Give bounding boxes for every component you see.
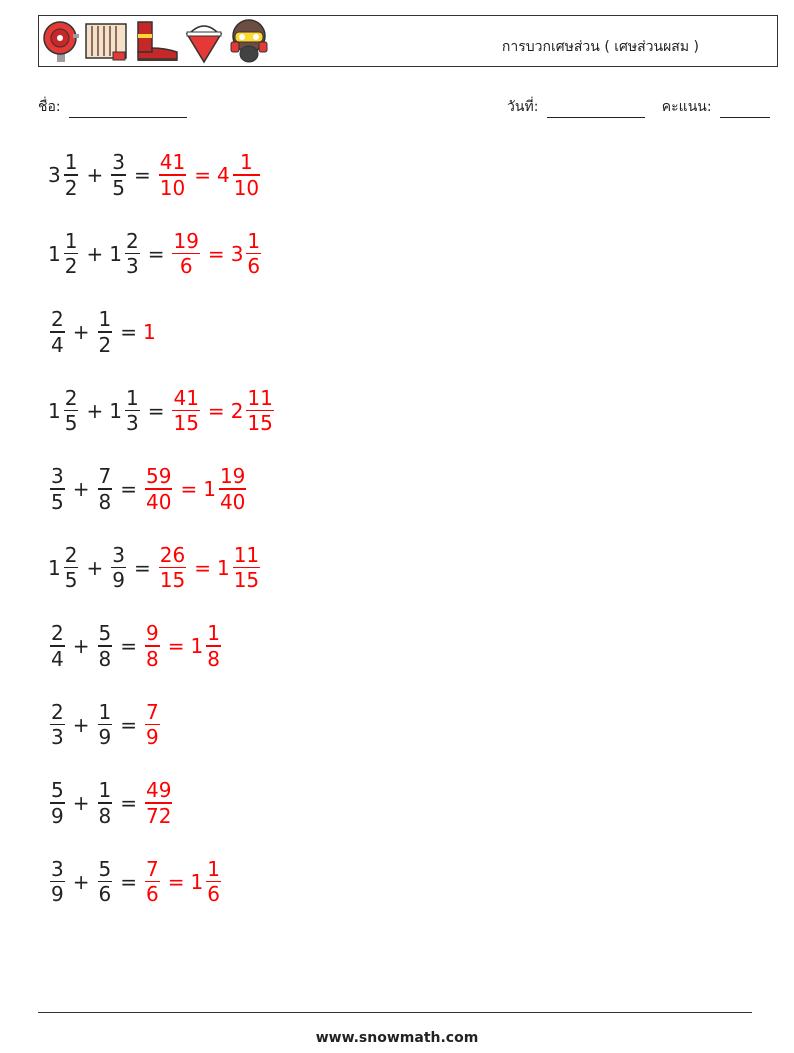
mixed-answer-whole: 4: [216, 163, 230, 187]
answer-numerator: 19: [173, 228, 199, 253]
answer-numerator: 41: [173, 385, 199, 410]
first-addend-numerator: 2: [51, 307, 64, 332]
equals-sign: =: [120, 320, 137, 344]
answer-fraction: [172, 229, 199, 279]
first-addend-denominator: 5: [64, 568, 78, 593]
second-addend-fraction: [98, 464, 113, 514]
first-addend-denominator: 9: [51, 882, 64, 907]
first-addend: [48, 857, 67, 907]
first-addend: [48, 778, 67, 828]
answer-denominator: 15: [173, 411, 199, 436]
answer: [157, 543, 188, 593]
answer-denominator: 9: [146, 725, 159, 750]
mixed-answer: [231, 386, 276, 436]
second-addend-fraction: [111, 150, 126, 200]
first-addend-fraction: [50, 700, 65, 750]
answer-fraction: [159, 150, 186, 200]
mixed-answer-numerator: 1: [247, 228, 261, 253]
fire-bucket-icon: [185, 18, 223, 64]
problem-row: [48, 224, 263, 284]
second-addend-denominator: 9: [112, 568, 125, 593]
second-addend-numerator: 5: [98, 621, 112, 646]
second-addend-numerator: 2: [125, 228, 139, 253]
mixed-answer-whole: 3: [230, 241, 244, 266]
plus-sign: +: [72, 477, 90, 501]
second-addend-fraction: [98, 857, 113, 907]
answer: [170, 229, 201, 279]
second-addend-fraction: [125, 229, 140, 279]
first-addend-denominator: 2: [64, 254, 78, 279]
firefighter-boot-icon: [135, 18, 179, 64]
mixed-answer-fraction: [206, 621, 221, 671]
mixed-answer-numerator: 1: [207, 621, 220, 646]
plus-sign: +: [86, 163, 104, 187]
answer-denominator: 6: [179, 254, 193, 279]
mixed-answer-denominator: 15: [233, 568, 260, 593]
plus-sign: +: [72, 869, 90, 894]
header-icons: [43, 18, 269, 64]
second-addend-denominator: 3: [125, 254, 139, 279]
fire-hose-reel-icon: [85, 18, 129, 64]
second-addend-denominator: 8: [98, 803, 112, 828]
first-addend-denominator: 9: [51, 803, 64, 828]
answer-fraction: [145, 464, 172, 514]
answer-fraction: [159, 543, 186, 593]
mixed-answer-numerator: 1: [240, 150, 253, 175]
answer-numerator: 7: [146, 699, 159, 724]
equals-sign-answer: =: [180, 477, 198, 501]
second-addend-whole: 1: [109, 241, 122, 266]
mixed-answer-denominator: 8: [207, 646, 220, 671]
date-score-fields: [507, 96, 770, 118]
equals-sign-answer: =: [167, 869, 185, 894]
answer: [143, 857, 162, 907]
equals-sign: =: [120, 869, 137, 894]
answer-numerator: 41: [159, 150, 186, 175]
footer-divider: [38, 1012, 752, 1013]
mixed-answer-whole: 1: [203, 477, 216, 501]
first-addend-denominator: 5: [51, 489, 64, 514]
answer-numerator: 26: [159, 542, 186, 567]
second-addend: [96, 621, 115, 671]
answer-fraction: [172, 386, 199, 436]
plus-sign: +: [72, 634, 90, 658]
mixed-answer-numerator: 1: [207, 856, 220, 881]
answer-numerator: 7: [146, 856, 159, 881]
answer-denominator: 10: [159, 175, 186, 200]
score-blank-line[interactable]: [720, 103, 770, 118]
equals-sign-answer: =: [194, 163, 211, 187]
second-addend-fraction: [111, 543, 126, 593]
answer-fraction: [145, 778, 172, 828]
answer: [143, 778, 174, 828]
gas-mask-icon: [229, 18, 269, 64]
answer-denominator: 8: [146, 646, 159, 671]
equals-sign-answer: =: [207, 241, 225, 266]
first-addend-fraction: [64, 543, 79, 593]
second-addend: [96, 700, 115, 750]
first-addend-numerator: 2: [64, 542, 78, 567]
first-addend: [48, 307, 67, 357]
second-addend-numerator: 1: [98, 699, 112, 724]
first-addend: [48, 543, 80, 593]
second-addend-numerator: 1: [98, 778, 112, 803]
answer-numerator: 9: [146, 621, 159, 646]
mixed-answer-fraction: [246, 386, 273, 436]
second-addend: [96, 307, 115, 357]
first-addend-fraction: [64, 150, 79, 200]
mixed-answer: [217, 543, 262, 593]
answer: [143, 700, 162, 750]
second-addend: [96, 778, 115, 828]
mixed-answer-whole: 1: [190, 869, 204, 894]
problem-row: [48, 773, 174, 833]
first-addend-numerator: 2: [64, 385, 78, 410]
mixed-answer: [231, 229, 263, 279]
second-addend: [109, 543, 128, 593]
answer-fraction: [145, 700, 160, 750]
mixed-answer-whole: 1: [190, 634, 204, 658]
problem-row: [48, 459, 248, 519]
second-addend-fraction: [98, 621, 113, 671]
first-addend-denominator: 3: [51, 725, 64, 750]
date-blank-line[interactable]: [547, 103, 645, 118]
first-addend-fraction: [50, 464, 65, 514]
second-addend-denominator: 2: [98, 332, 112, 357]
equals-sign: =: [120, 712, 137, 737]
plus-sign: +: [86, 555, 104, 580]
mixed-answer-whole: 1: [216, 555, 230, 580]
mixed-answer: [191, 857, 223, 907]
mixed-answer-denominator: 40: [219, 489, 246, 514]
equals-sign: =: [120, 634, 137, 658]
first-addend-denominator: 2: [64, 175, 78, 200]
second-addend: [109, 229, 141, 279]
mixed-answer-denominator: 6: [207, 882, 220, 907]
first-addend-fraction: [50, 307, 65, 357]
mixed-answer-fraction: [246, 229, 261, 279]
equals-sign: =: [133, 555, 151, 580]
answer-whole: 1: [143, 320, 156, 344]
first-addend: [48, 229, 80, 279]
mixed-answer-denominator: 15: [247, 411, 273, 436]
first-addend-numerator: 1: [64, 150, 78, 175]
plus-sign: +: [72, 791, 90, 815]
equals-sign: =: [147, 398, 165, 423]
mixed-answer-denominator: 10: [233, 175, 260, 200]
first-addend-numerator: 1: [64, 228, 78, 253]
name-field: [38, 96, 187, 118]
answer: [143, 464, 174, 514]
second-addend-numerator: 1: [125, 385, 139, 410]
answer-denominator: 72: [146, 803, 172, 828]
first-addend-fraction: [50, 857, 65, 907]
first-addend-whole: 1: [48, 241, 61, 266]
plus-sign: +: [86, 398, 104, 423]
problem-row: [48, 302, 157, 362]
first-addend-whole: 1: [48, 398, 61, 423]
equals-sign: =: [120, 791, 137, 815]
mixed-answer-denominator: 6: [247, 254, 261, 279]
mixed-answer-fraction: [219, 464, 246, 514]
second-addend-fraction: [98, 778, 113, 828]
answer-fraction: [145, 621, 160, 671]
plus-sign: +: [86, 241, 104, 266]
worksheet-title: การบวกเศษส่วน ( เศษส่วนผสม ): [501, 39, 699, 55]
mixed-answer-fraction: [206, 857, 221, 907]
second-addend: [109, 386, 141, 436]
equals-sign: =: [120, 477, 137, 501]
first-addend-whole: 1: [48, 555, 61, 580]
first-addend-denominator: 4: [51, 646, 64, 671]
first-addend-denominator: 5: [64, 411, 78, 436]
first-addend-numerator: 3: [51, 464, 64, 489]
first-addend-fraction: [50, 778, 65, 828]
first-addend-fraction: [64, 386, 79, 436]
first-addend-fraction: [64, 229, 79, 279]
first-addend-whole: 3: [48, 163, 61, 187]
second-addend-numerator: 3: [112, 542, 125, 567]
second-addend: [96, 464, 115, 514]
first-addend: [48, 150, 80, 200]
name-label: ชื่อ:: [38, 99, 61, 115]
problem-row: [48, 852, 223, 912]
second-addend-denominator: 8: [98, 489, 112, 514]
second-addend-fraction: [125, 386, 140, 436]
first-addend-fraction: [50, 621, 65, 671]
second-addend-numerator: 1: [98, 307, 112, 332]
mixed-answer-numerator: 11: [233, 542, 260, 567]
answer-denominator: 15: [159, 568, 186, 593]
problem-row: [48, 381, 276, 441]
problem-row: [48, 616, 223, 676]
answer: [170, 386, 201, 436]
problem-row: [48, 145, 262, 205]
score-label: คะแนน:: [661, 99, 712, 115]
second-addend: [96, 857, 115, 907]
second-addend-numerator: 5: [98, 856, 112, 881]
answer-fraction: [145, 857, 160, 907]
mixed-answer: [203, 464, 248, 514]
answer-numerator: 49: [146, 778, 172, 803]
second-addend: [109, 150, 128, 200]
second-addend-fraction: [98, 700, 113, 750]
mixed-answer-numerator: 19: [219, 464, 246, 489]
first-addend: [48, 464, 67, 514]
problem-row: [48, 695, 162, 755]
mixed-answer-fraction: [233, 150, 260, 200]
first-addend-numerator: 2: [51, 699, 64, 724]
mixed-answer: [217, 150, 262, 200]
answer-numerator: 59: [146, 464, 172, 489]
mixed-answer-numerator: 11: [247, 385, 273, 410]
mixed-answer-fraction: [233, 543, 260, 593]
second-addend-denominator: 9: [98, 725, 112, 750]
mixed-answer: [191, 621, 223, 671]
answer: [157, 150, 188, 200]
second-addend-denominator: 8: [98, 646, 112, 671]
second-addend-numerator: 3: [112, 150, 125, 175]
second-addend-numerator: 7: [98, 464, 112, 489]
equals-sign-answer: =: [167, 634, 185, 658]
plus-sign: +: [72, 712, 90, 737]
first-addend: [48, 386, 80, 436]
second-addend-denominator: 5: [112, 175, 125, 200]
second-addend-denominator: 3: [125, 411, 139, 436]
footer-website: www.snowmath.com: [315, 1030, 479, 1046]
answer-denominator: 40: [146, 489, 172, 514]
first-addend-numerator: 3: [51, 856, 64, 881]
second-addend-denominator: 6: [98, 882, 112, 907]
fire-alarm-bell-icon: [43, 18, 79, 64]
first-addend: [48, 621, 67, 671]
answer: [143, 320, 157, 344]
equals-sign: =: [147, 241, 165, 266]
answer-denominator: 6: [146, 882, 159, 907]
first-addend: [48, 700, 67, 750]
date-label: วันที่:: [507, 99, 539, 115]
first-addend-denominator: 4: [51, 332, 64, 357]
equals-sign-answer: =: [207, 398, 225, 423]
first-addend-numerator: 5: [51, 778, 64, 803]
plus-sign: +: [72, 320, 90, 344]
first-addend-numerator: 2: [51, 621, 64, 646]
mixed-answer-whole: 2: [230, 398, 244, 423]
answer: [143, 621, 162, 671]
worksheet-header: [38, 15, 778, 67]
equals-sign-answer: =: [194, 555, 211, 580]
second-addend-fraction: [98, 307, 113, 357]
equals-sign: =: [133, 163, 151, 187]
second-addend-whole: 1: [109, 398, 122, 423]
problem-row: [48, 538, 262, 598]
name-blank-line[interactable]: [69, 103, 187, 118]
